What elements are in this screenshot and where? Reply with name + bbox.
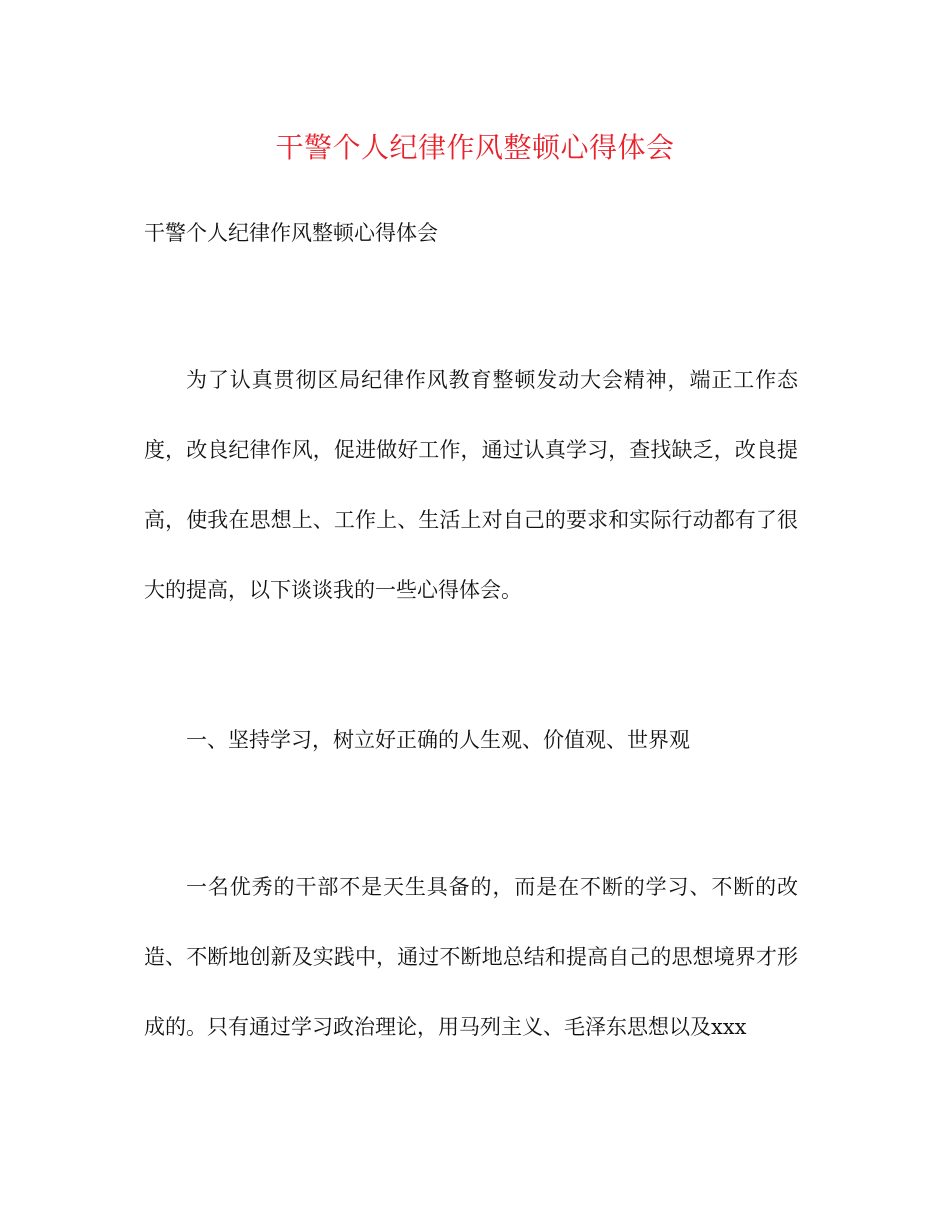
document-subtitle: 干警个人纪律作风整顿心得体会: [144, 221, 438, 245]
section-heading-1: 一、坚持学习，树立好正确的人生观、价值观、世界观: [186, 728, 690, 752]
paragraph-intro: 为了认真贯彻区局纪律作风教育整顿发动大会精神，端正工作态度，改良纪律作风，促进做好工作，通过认真学习，查找缺乏，改良提高，使我在思想上、工作上、生活上对自己的要求和实际行动都有了很大的提高，以下谈谈我的一些心得体会。: [144, 368, 798, 602]
paragraph-section-1: 一名优秀的干部不是天生具备的，而是在不断的学习、不断的改造、不断地创新及实践中，通过不断地总结和提高自己的思想境界才形成的。只有通过学习政治理论，用马列主义、毛泽东思想以及xxx: [144, 875, 798, 1039]
document-title: 干警个人纪律作风整顿心得体会: [275, 131, 675, 164]
